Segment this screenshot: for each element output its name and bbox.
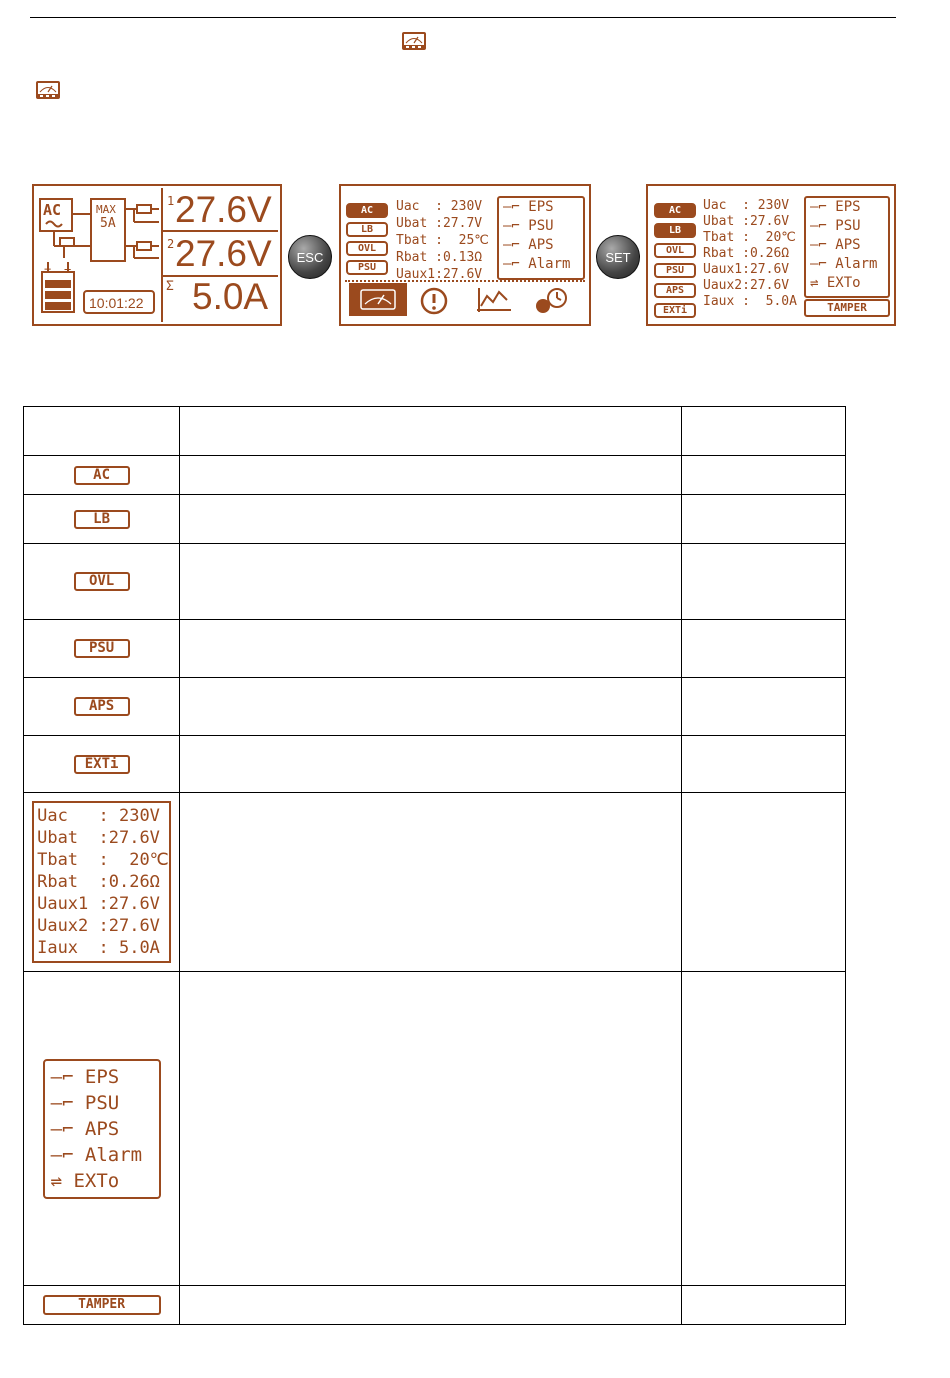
lb-tag: LB — [74, 510, 130, 529]
status-tag-psu: PSU — [346, 260, 388, 275]
ac-label: AC — [43, 201, 62, 219]
table-row — [24, 495, 846, 544]
chart-icon[interactable] — [475, 286, 513, 316]
relay-exto: ⇌ EXTo — [50, 1169, 120, 1192]
relay-eps: —⌐ EPS — [50, 1065, 120, 1088]
meter-icon — [35, 80, 61, 100]
total-current: 5.0A — [192, 276, 269, 317]
clock: 10:01:22 — [89, 295, 144, 311]
header-cell — [180, 407, 682, 456]
header-cell — [24, 407, 180, 456]
top-rule — [30, 17, 896, 18]
esc-button[interactable]: ESC — [288, 235, 332, 279]
measurement-row: Tbat : 25℃ — [396, 233, 489, 248]
output1-voltage: 27.6V — [175, 189, 272, 230]
relay-aps: —⌐ APS — [810, 237, 861, 253]
relay-exto: ⇌ EXTo — [810, 275, 861, 291]
status-tag-psu: PSU — [654, 263, 696, 278]
psu-tag: PSU — [74, 639, 130, 658]
exti-tag: EXTi — [74, 755, 130, 774]
relay-panel — [804, 196, 890, 298]
relay-psu: —⌐ PSU — [810, 218, 861, 234]
status-tag-ac: AC — [654, 203, 696, 218]
table-row — [24, 736, 846, 793]
battery-minus: − — [44, 262, 52, 276]
lcd-detail-screen — [646, 184, 896, 326]
relay-alarm: —⌐ Alarm — [810, 256, 878, 272]
measurement-row: Rbat :0.13Ω — [396, 250, 483, 265]
measurement-row: Uac : 230V — [703, 198, 790, 213]
menu-divider — [345, 280, 585, 282]
measurement-row: Rbat :0.26Ω — [703, 246, 790, 261]
tamper-indicator: TAMPER — [804, 299, 890, 317]
status-tag-exti: EXTi — [654, 303, 696, 318]
max-value: 5A — [100, 216, 116, 231]
table-header-row — [24, 407, 846, 456]
ac-tag: AC — [74, 466, 130, 485]
aps-tag: APS — [74, 697, 130, 716]
status-tags — [654, 198, 696, 318]
measurement-rows — [396, 198, 489, 278]
relay-eps: —⌐ EPS — [810, 199, 861, 215]
ovl-tag: OVL — [74, 572, 130, 591]
set-button[interactable]: SET — [596, 235, 640, 279]
relay-alarm: —⌐ Alarm — [503, 256, 571, 272]
status-tag-ac: AC — [346, 203, 388, 218]
lcd-main-screen — [32, 184, 282, 326]
relay-eps: —⌐ EPS — [503, 199, 554, 215]
output2-voltage: 27.6V — [175, 233, 272, 274]
table-row — [24, 544, 846, 620]
table-row — [24, 620, 846, 678]
status-tags — [346, 198, 388, 274]
table-row — [24, 1286, 846, 1325]
relay-list — [43, 1059, 161, 1199]
relay-alarm: —⌐ Alarm — [50, 1143, 143, 1166]
measurement-row: Tbat : 20℃ — [703, 230, 796, 245]
relay-psu: —⌐ PSU — [50, 1091, 120, 1114]
measurement-row: Uaux1:27.6V — [703, 262, 790, 277]
table-row — [24, 678, 846, 736]
measurement-row: Iaux : 5.0A — [703, 294, 797, 309]
measurement-row: Uaux2:27.6V — [703, 278, 790, 293]
settings-clock-icon[interactable] — [533, 286, 571, 316]
status-tag-ovl: OVL — [654, 243, 696, 258]
output2-index: 2 — [167, 237, 175, 251]
measurement-row: Uaux1:27.6V — [396, 267, 483, 278]
table-row — [24, 456, 846, 495]
meter-icon — [401, 31, 427, 51]
table-row — [24, 793, 846, 972]
legend-table — [23, 406, 846, 1325]
status-tag-ovl: OVL — [346, 241, 388, 256]
relay-aps: —⌐ APS — [503, 237, 554, 253]
status-tag-aps: APS — [654, 283, 696, 298]
status-tag-lb: LB — [654, 223, 696, 238]
relay-panel — [497, 196, 585, 280]
sum-symbol: Σ — [166, 279, 174, 294]
relay-psu: —⌐ PSU — [503, 218, 554, 234]
header-cell — [681, 407, 845, 456]
measurement-row: Ubat :27.7V — [396, 216, 483, 231]
meter-icon[interactable] — [349, 283, 407, 316]
measurement-rows — [703, 198, 797, 310]
alert-icon[interactable] — [419, 287, 449, 315]
output1-index: 1 — [167, 194, 175, 208]
measurement-readout: Uac : 230V Ubat :27.6V Tbat : 20℃ Rbat :0.26Ω Uaux1 :27.6V Uaux2 :27.6V Iaux : 5.0A — [32, 801, 171, 963]
lcd-status-screen — [339, 184, 591, 326]
table-row — [24, 972, 846, 1286]
battery-plus: + — [64, 262, 72, 276]
max-label: MAX — [96, 203, 116, 216]
relay-aps: —⌐ APS — [50, 1117, 120, 1140]
measurement-row: Ubat :27.6V — [703, 214, 790, 229]
measurement-row: Uac : 230V — [396, 199, 483, 214]
tamper-tag: TAMPER — [43, 1295, 161, 1315]
status-tag-lb: LB — [346, 222, 388, 237]
